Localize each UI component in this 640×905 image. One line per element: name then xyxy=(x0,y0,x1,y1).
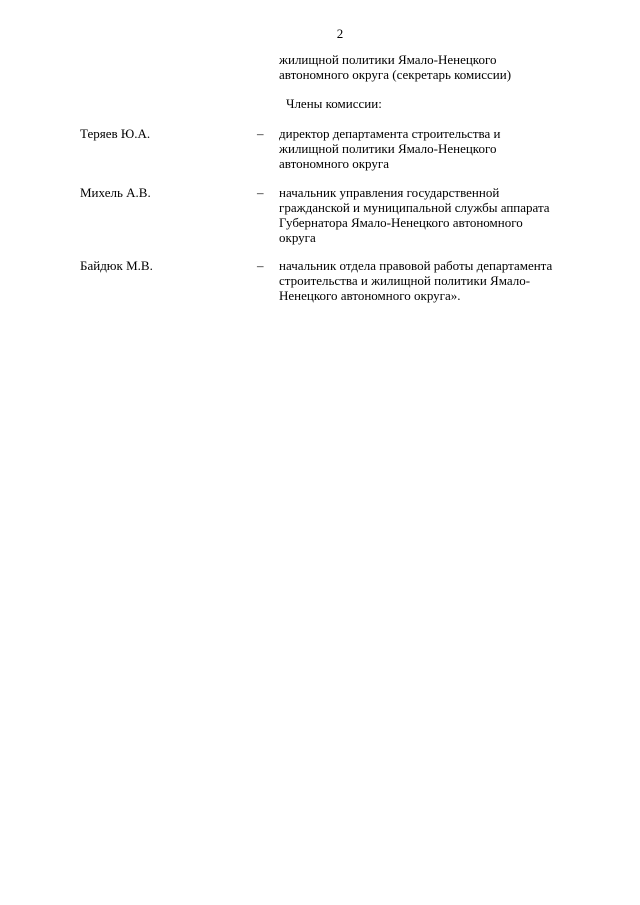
dash-separator: – xyxy=(257,185,264,200)
member-name: Теряев Ю.А. xyxy=(80,126,151,141)
text-line: гражданской и муниципальной службы аппарата xyxy=(279,200,550,215)
page-number: 2 xyxy=(336,26,344,41)
member-position xyxy=(279,258,599,303)
text-line: жилищной политики Ямало-Ненецкого xyxy=(279,52,497,67)
member-position xyxy=(279,185,599,245)
text-line: автономного округа (секретарь комиссии) xyxy=(279,67,512,82)
text-line: автономного округа xyxy=(279,156,389,171)
text-line: Губернатора Ямало-Ненецкого автономного xyxy=(279,215,523,230)
text-line: начальник управления государственной xyxy=(279,185,500,200)
dash-separator: – xyxy=(257,126,264,141)
text-line: Ненецкого автономного округа». xyxy=(279,288,461,303)
text-line: директор департамента строительства и xyxy=(279,126,501,141)
text-line: округа xyxy=(279,230,316,245)
member-name: Михель А.В. xyxy=(80,185,151,200)
secretary-position-continuation xyxy=(279,52,599,82)
text-line: жилищной политики Ямало-Ненецкого xyxy=(279,141,497,156)
member-position xyxy=(279,126,599,171)
text-line: начальник отдела правовой работы департамента xyxy=(279,258,553,273)
text-line: строительства и жилищной политики Ямало- xyxy=(279,273,531,288)
dash-separator: – xyxy=(257,258,264,273)
member-name: Байдюк М.В. xyxy=(80,258,153,273)
members-heading: Члены комиссии: xyxy=(286,96,382,111)
